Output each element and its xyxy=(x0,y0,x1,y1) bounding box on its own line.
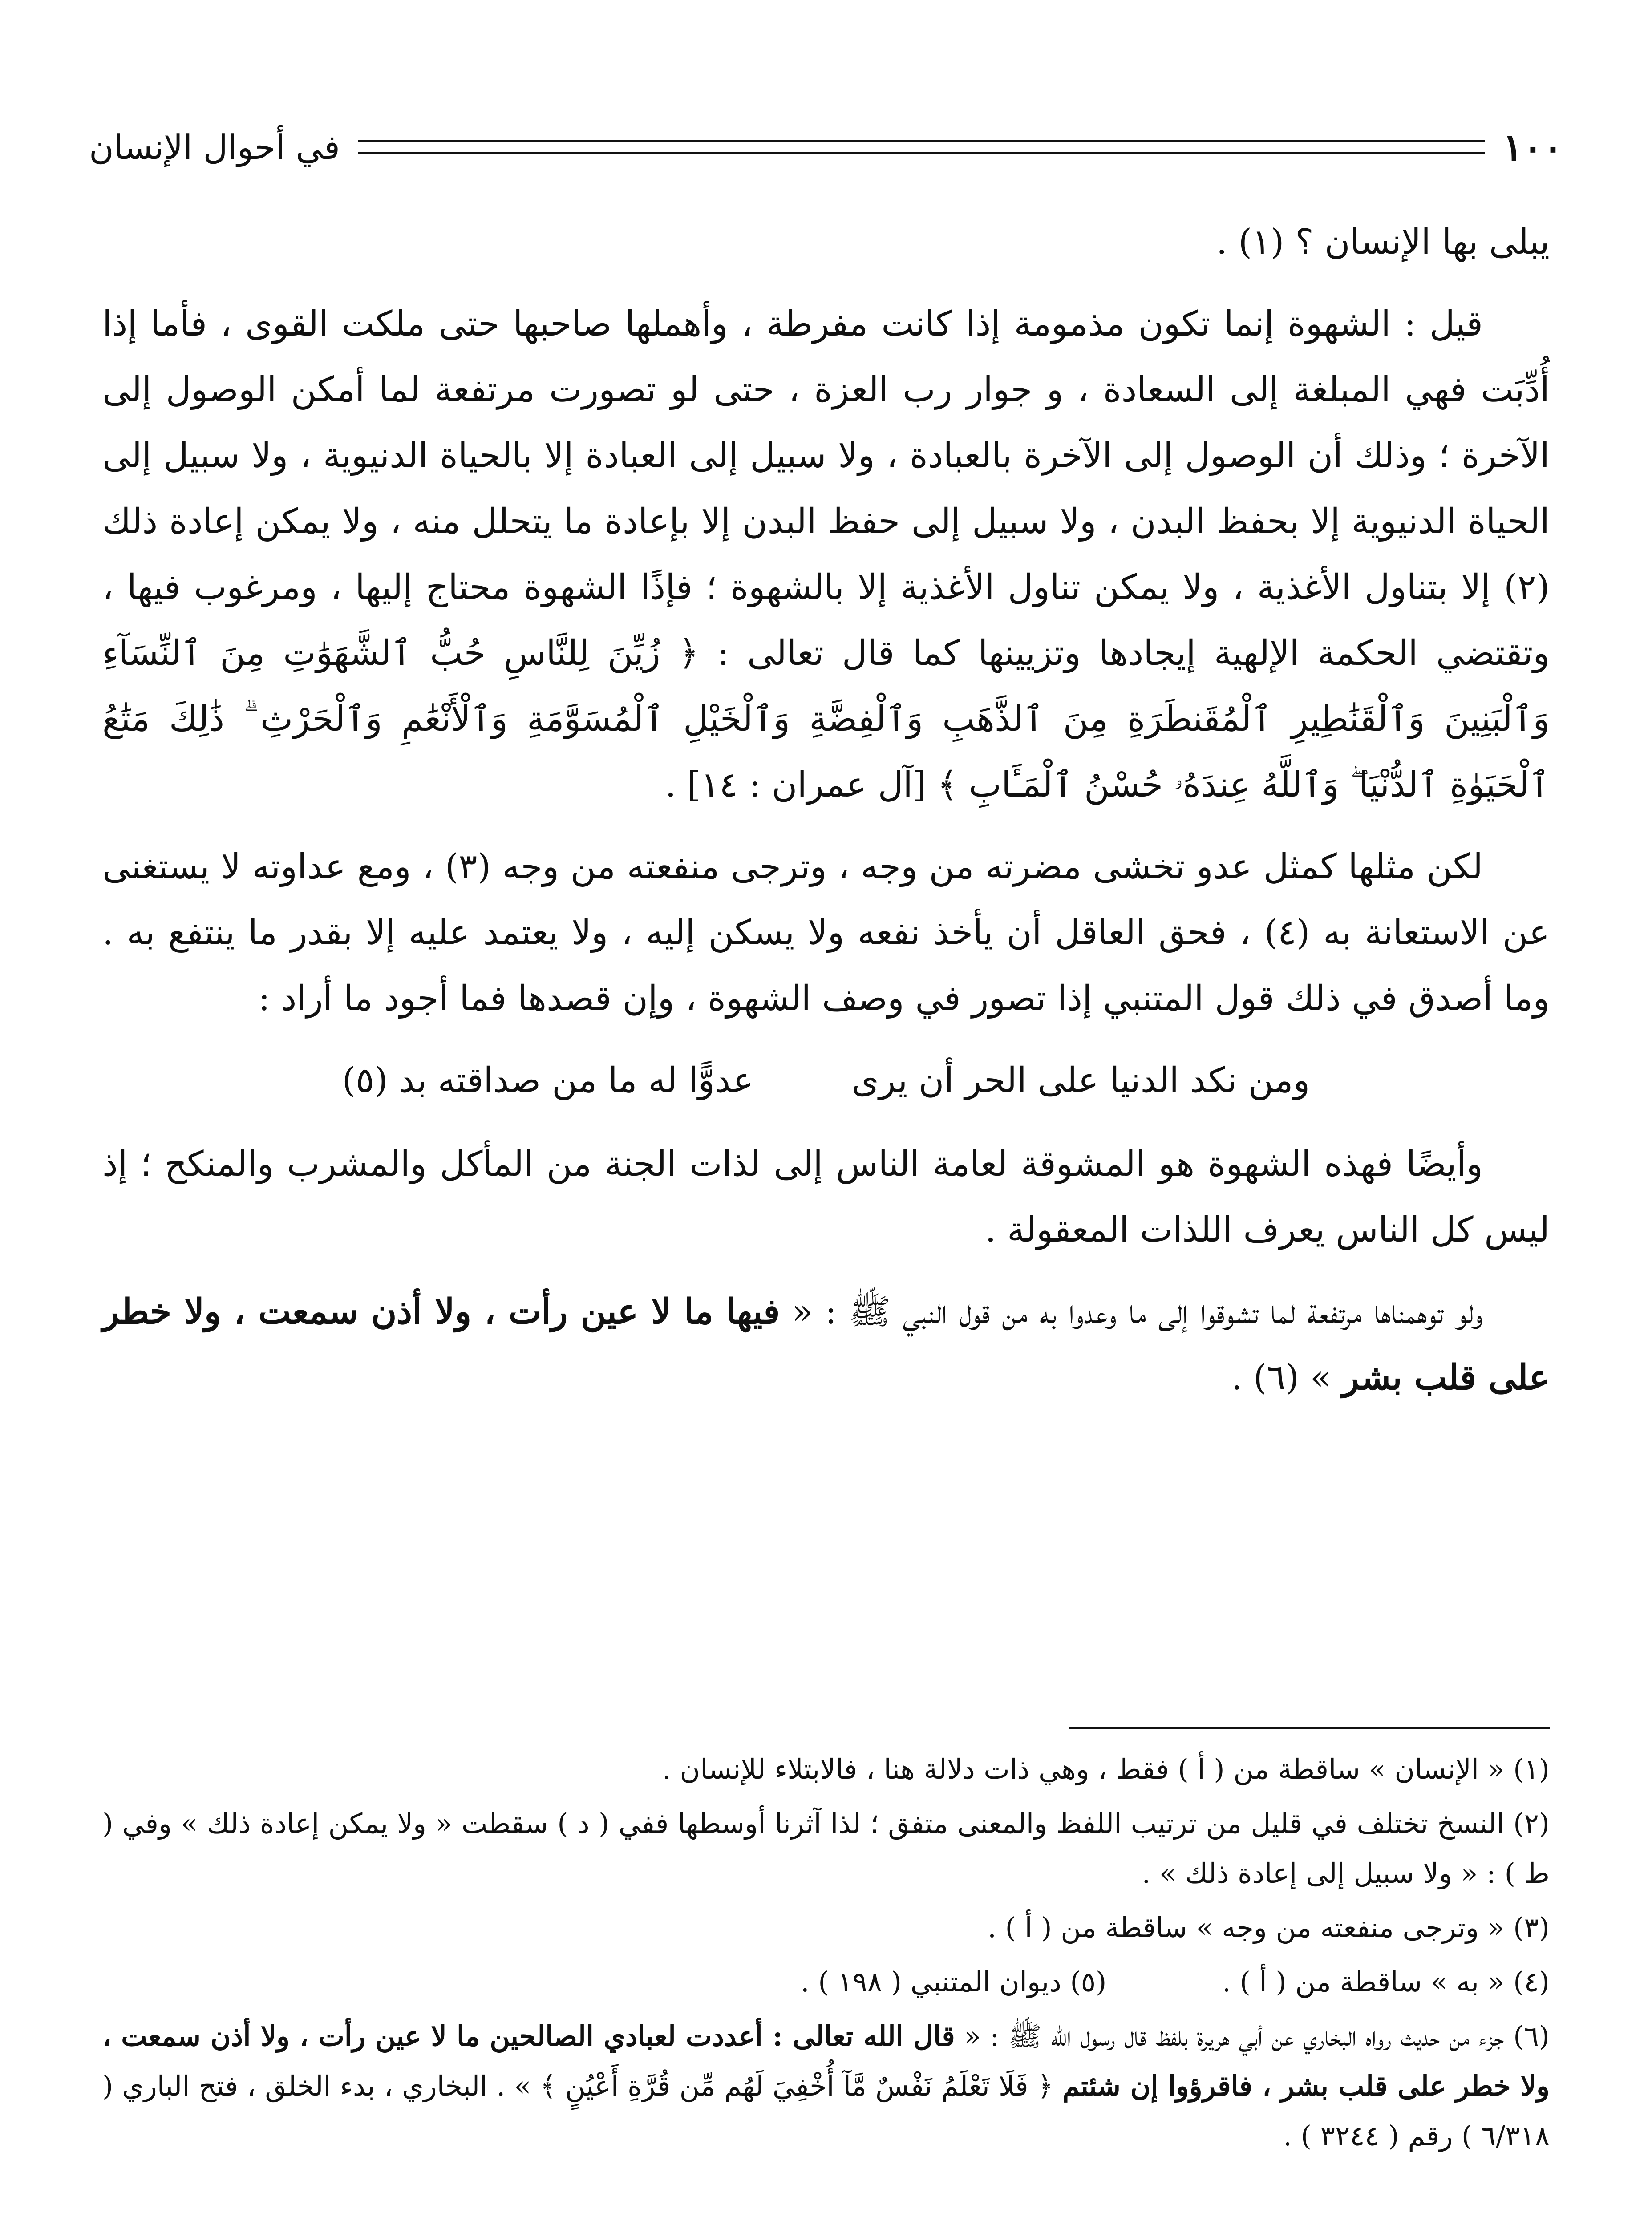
footnote-5: (٥) ديوان المتنبي ( ١٩٨ ) . xyxy=(800,1966,1107,1998)
hadith-intro: ولو توهمناها مرتفعة لما تشوقوا إلى ما وعدوا به من قول النبي ﷺ : « xyxy=(780,1292,1483,1332)
footnote-2: (٢) النسخ تختلف في قليل من ترتيب اللفظ والمعنى متفق ؛ لذا آثرنا أوسطها ففي ( د ) سقطت « ولا يمكن إعادة ذلك » وفي ( ط ) : « ولا سبيل إلى إعادة ذلك » . xyxy=(102,1807,1550,1889)
paragraph-continuation: يبلى بها الإنسان ؟ (١) . xyxy=(1216,222,1550,262)
footnotes xyxy=(102,1744,1550,2165)
footnote-separator xyxy=(1069,1727,1550,1729)
footnote-1: (١) « الإنسان » ساقطة من ( أ ) فقط ، وهي ذات دلالة هنا ، فالابتلاء للإنسان . xyxy=(662,1753,1550,1785)
running-header xyxy=(89,107,1563,187)
hadith-quote: فيها ما لا عين رأت ، ولا أذن سمعت ، ولا خطر على قلب بشر xyxy=(102,1291,1550,1398)
hadith-end: » (٦) . xyxy=(1231,1358,1343,1398)
running-title: في أحوال الإنسان xyxy=(89,127,340,167)
footnote-6-quote: قال الله تعالى : أعددت لعبادي الصالحين ما لا عين رأت ، ولا أذن سمعت ، ولا خطر على قلب بشر ، فاقرؤوا إن شئتم xyxy=(102,2020,1550,2102)
header-double-rule xyxy=(358,140,1485,154)
footnote-6 xyxy=(102,2011,1550,2161)
paragraph-paradise: وأيضًا فهذه الشهوة هو المشوقة لعامة الناس إلى لذات الجنة من المأكل والمشرب والمنكح ؛ إذ ليس كل الناس يعرف اللذات المعقولة . xyxy=(102,1144,1550,1250)
page-number: ١٠٠ xyxy=(1502,125,1563,169)
footnote-3: (٣) « وترجى منفعته من وجه » ساقطة من ( أ ) . xyxy=(988,1911,1550,1944)
poetry-verse xyxy=(102,1048,1550,1113)
main-text xyxy=(102,209,1550,1427)
paragraph-enemy: لكن مثلها كمثل عدو تخشى مضرته من وجه ، وترجى منفعته من وجه (٣) ، ومع عداوته لا يستغنى عن الاستعانة به (٤) ، فحق العاقل أن يأخذ نفعه ولا يسكن إليه ، ولا يعتمد عليه إلا بقدر ما ينتفع به . وما أصدق في ذلك قول المتنبي إذا تصور في وصف الشهوة ، وإن قصدها فما أجود ما أراد : xyxy=(102,847,1550,1019)
footnote-4: (٤) « به » ساقطة من ( أ ) . xyxy=(1222,1966,1550,1998)
paragraph-desire: قيل : الشهوة إنما تكون مذمومة إذا كانت مفرطة ، وأهملها صاحبها حتى ملكت القوى ، فأما إذا أُدِّبَت فهي المبلغة إلى السعادة ، و جوار رب العزة ، حتى لو تصورت مرتفعة لما أمكن الوصول إلى الآخرة ؛ وذلك أن الوصول إلى الآخرة بالعبادة ، ولا سبيل إلى العبادة إلا بالحياة الدنيوية ، ولا سبيل إلى الحياة الدنيوية إلا بحفظ البدن ، ولا سبيل إلى حفظ البدن إلا بإعادة ما يتحلل منه ، ولا يمكن إعادة ذلك (٢) إلا بتناول الأغذية ، ولا يمكن تناول الأغذية إلا بالشهوة ؛ فإذًا الشهوة محتاج إليها ، ومرغوب فيها ، وتقتضي الحكمة الإلهية إيجادها وتزيينها كما قال تعالى : ﴿ زُيِّنَ لِلنَّاسِ حُبُّ ٱلشَّهَوَٰتِ مِنَ ٱلنِّسَآءِ وَٱلْبَنِينَ وَٱلْقَنَٰطِيرِ ٱلْمُقَنطَرَةِ مِنَ ٱلذَّهَبِ وَٱلْفِضَّةِ وَٱلْخَيْلِ ٱلْمُسَوَّمَةِ وَٱلْأَنْعَٰمِ وَٱلْحَرْثِ ۗ ذَٰلِكَ مَتَٰعُ ٱلْحَيَوٰةِ ٱلدُّنْيَا ۖ وَٱللَّهُ عِندَهُۥ حُسْنُ ٱلْمَـَٔابِ ﴾ [آل عمران : ١٤] . xyxy=(102,304,1550,805)
footnote-row-4-5 xyxy=(102,1957,1550,2007)
footnote-6-intro: (٦) جزء من حديث رواه البخاري عن أبي هريرة بلفظ قال رسول الله ﷺ : « xyxy=(955,2020,1550,2052)
paragraph-hadith xyxy=(102,1279,1550,1411)
verse-first-hemistich: ومن نكد الدنيا على الحر أن يرى xyxy=(851,1060,1310,1100)
footnote-6-ref: ﴿ فَلَا تَعْلَمُ نَفْسٌ مَّآ أُخْفِيَ لَهُم مِّن قُرَّةِ أَعْيُنٍ ﴾ » . البخاري ، بدء الخلق ، فتح الباري ( ٦/٣١٨ ) رقم ( ٣٢٤٤ ) . xyxy=(102,2070,1550,2152)
verse-second-hemistich: عدوًّا له ما من صداقته بد (٥) xyxy=(342,1060,754,1100)
